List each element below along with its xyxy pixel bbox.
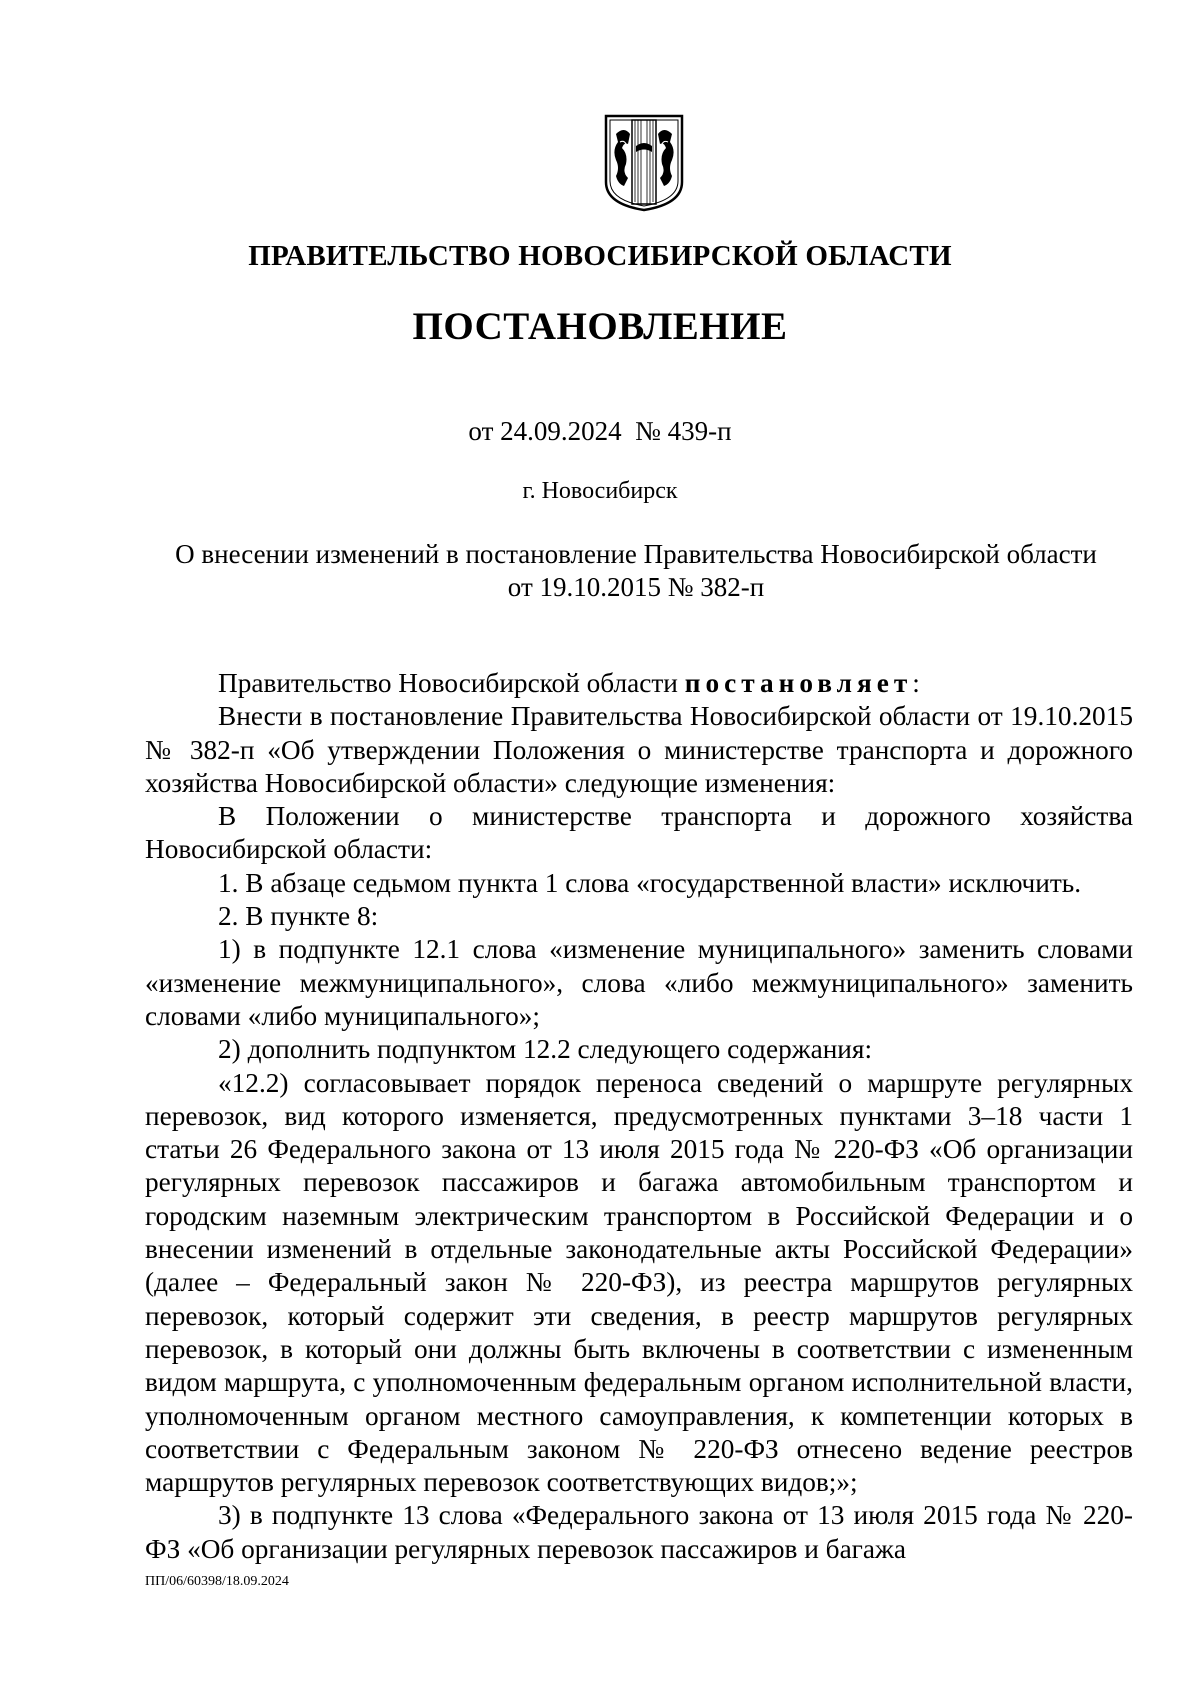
intro-prefix: Правительство Новосибирской области	[218, 668, 678, 698]
paragraph-clause-12-2: «12.2) согласовывает порядок переноса сведений о маршруте регулярных перевозок, вид которого изменяется, предусмотренных пунктами 3–18 части 1 статьи 26 Федерального закона от 13 июля 2015 года № 220-ФЗ «Об организации регулярных перевозок пассажиров и багажа автомобильным транспортом и городским наземным электрическим транспортом в Российской Федерации и о внесении изменений в отдельные законодательные акты Российской Федерации» (далее – Федеральный закон № 220-ФЗ), из реестра маршрутов регулярных перевозок, который содержит эти сведения, в реестр маршрутов регулярных перевозок, в который они должны быть включены в соответствии с измененным видом маршрута, с уполномоченным федеральным органом исполнительной власти, уполномоченным органом местного самоуправления, к компетенции которых в соответствии с Федеральным законом № 220-ФЗ отнесено ведение реестров маршрутов регулярных перевозок соответствующих видов;»;	[145, 1067, 1133, 1498]
paragraph-item-1: 1. В абзаце седьмом пункта 1 слова «государственной власти» исключить.	[218, 867, 1082, 898]
paragraph-subitem-1: 1) в подпункте 12.1 слова «изменение муниципального» заменить словами «изменение межмуниципального», слова «либо межмуниципального» заменить словами «либо муниципального»;	[145, 934, 1133, 1031]
coat-of-arms-icon	[602, 112, 686, 212]
organization-title: ПРАВИТЕЛЬСТВО НОВОСИБИРСКОЙ ОБЛАСТИ	[248, 240, 952, 272]
paragraph-subitem-2: 2) дополнить подпунктом 12.2 следующего содержания:	[218, 1034, 873, 1065]
intro-suffix: :	[912, 668, 920, 698]
paragraph-item-2: 2. В пункте 8:	[218, 901, 379, 932]
intro-verb: постановляет	[684, 668, 913, 698]
document-body	[145, 667, 1133, 1566]
subject-line-2: от 19.10.2015 № 382-п	[507, 572, 765, 602]
city: г. Новосибирск	[522, 478, 678, 504]
date-and-number: от 24.09.2024 № 439-п	[468, 416, 732, 446]
paragraph-regulation: В Положении о министерстве транспорта и дорожного хозяйства Новосибирской области:	[145, 801, 1133, 865]
paragraph-subitem-3: 3) в подпункте 13 слова «Федерального закона от 13 июля 2015 года № 220-ФЗ «Об организации регулярных перевозок пассажиров и багажа	[145, 1500, 1133, 1564]
document-type-title: ПОСТАНОВЛЕНИЕ	[412, 305, 788, 348]
paragraph-amend: Внести в постановление Правительства Новосибирской области от 19.10.2015 № 382-п «Об утверждении Положения о министерстве транспорта и дорожного хозяйства Новосибирской области» следующие изменения:	[145, 701, 1133, 798]
document-footer-code: ПП/06/60398/18.09.2024	[145, 1574, 289, 1589]
intro-paragraph	[145, 667, 1133, 700]
document-subject	[140, 538, 1132, 604]
subject-line-1: О внесении изменений в постановление Правительства Новосибирской области	[175, 539, 1097, 569]
